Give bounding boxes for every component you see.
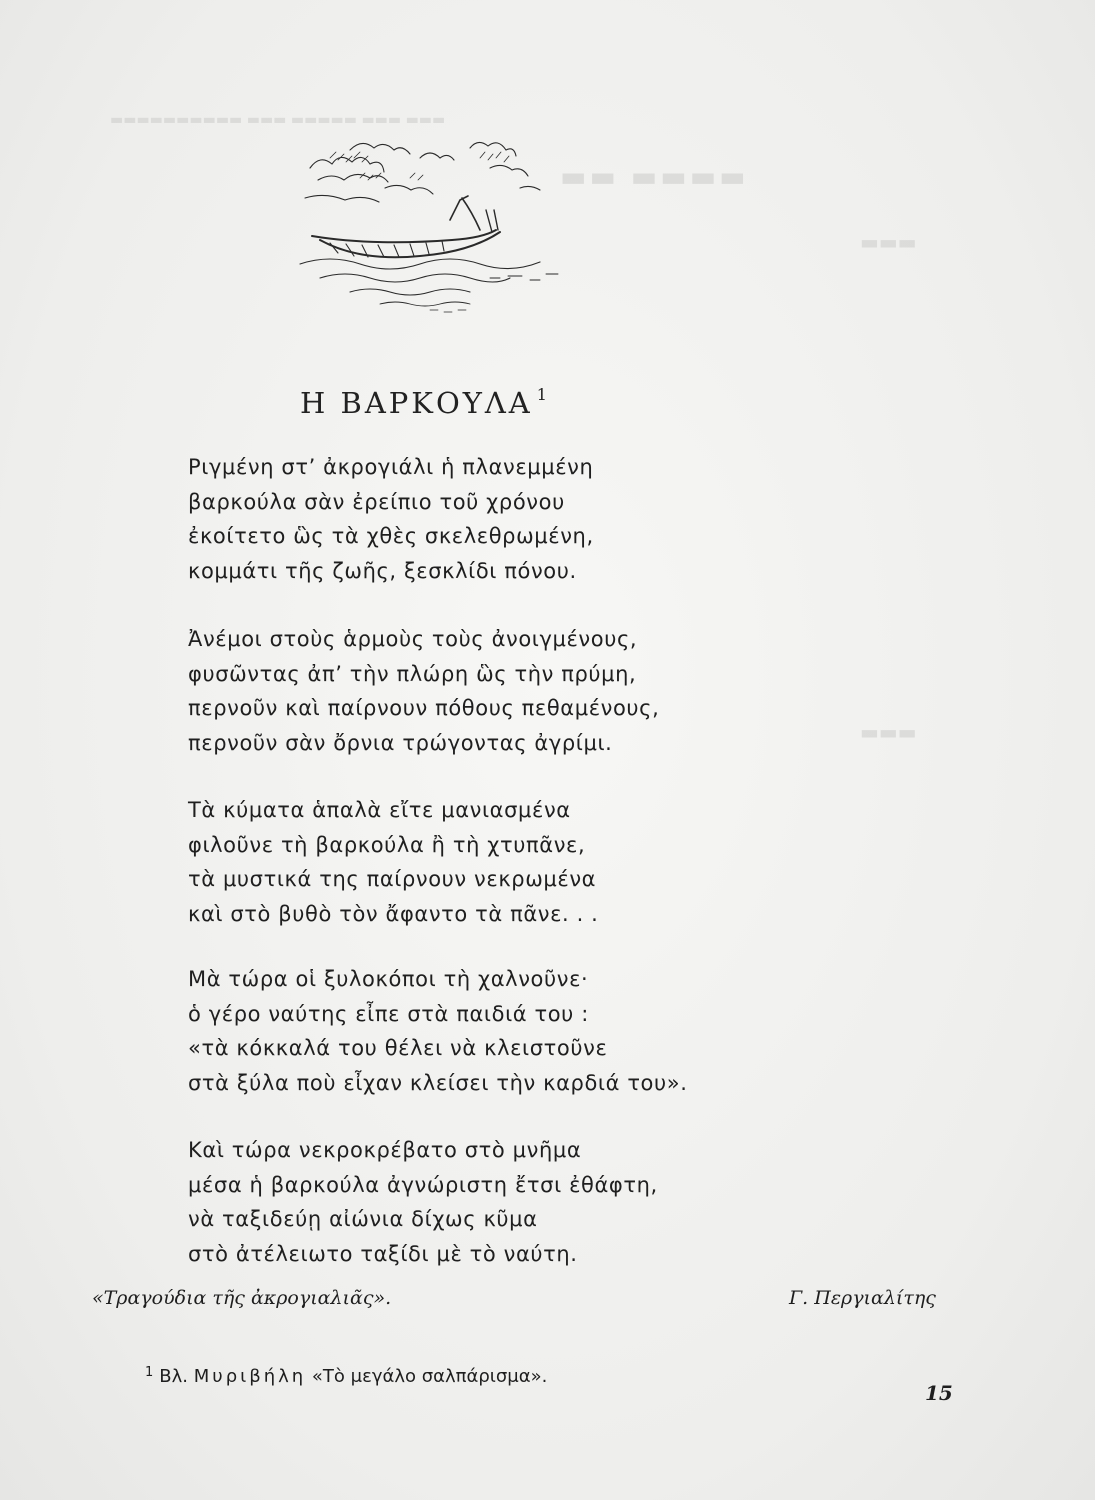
poem-author: Γ. Περγιαλίτης [789,1287,936,1309]
verse-line: Καὶ τώρα νεκροκρέβατο στὸ μνῆμα [188,1138,582,1162]
footnote-work-title: «Τὸ μεγάλο σαλπάρισμα». [311,1366,548,1387]
verse-line: βαρκούλα σὰν ἐρείπιο τοῦ χρόνου [188,489,565,514]
poem-source: «Τραγούδια τῆς ἀκρογιαλιᾶς». [92,1287,392,1309]
verse-line: φιλοῦνε τὴ βαρκούλα ἢ τὴ χτυπᾶνε, [188,832,586,857]
verse-line: καὶ στὸ βυθὸ τὸν ἄφαντο τὰ πᾶνε. . . [188,901,599,926]
footnote-marker: 1 [145,1365,154,1380]
stanza-3 [188,793,598,931]
stanza-5 [188,1133,658,1271]
page-number: 15 [925,1381,953,1405]
verse-line: Μὰ τώρα οἱ ξυλοκόποι τὴ χαλνοῦνε· [188,967,589,991]
boat-vignette-illustration [290,128,590,318]
verse-line: Ἀνέμοι στοὺς ἁρμοὺς τοὺς ἀνοιγμένους, [188,627,638,651]
verse-line: «τὰ κόκκαλά του θέλει νὰ κλειστοῦνε [188,1036,608,1060]
verse-line: περνοῦν καὶ παίρνουν πόθους πεθαμένους, [188,696,660,720]
verse-line: στὸ ἀτέλειωτο ταξίδι μὲ τὸ ναύτη. [188,1241,578,1266]
verse-line: νὰ ταξιδεύῃ αἰώνια δίχως κῦμα [188,1207,538,1231]
bleed-through-text: ▬▬▬▬▬▬▬▬▬▬ ▬▬▬ ▬▬▬▬▬ ▬▬▬ ▬▬▬ [110,112,446,128]
verse-line: στὰ ξύλα ποὺ εἶχαν κλείσει τὴν καρδιά του». [188,1070,688,1095]
verse-line: περνοῦν σὰν ὄρνια τρώγοντας ἀγρίμι. [188,730,613,755]
verse-line: ἐκοίτετο ὣς τὰ χθὲς σκελεθρωμένη, [188,524,594,548]
verse-line: φυσῶντας ἀπ’ τὴν πλώρη ὣς τὴν πρύμη, [188,661,637,686]
bleed-through-text: ▬▬▬ [860,720,917,744]
footnote-author-name: Μυριβήλη [193,1366,307,1387]
bleed-through-text: ▬▬ ▬▬▬▬ [560,160,749,193]
stanza-1 [188,450,594,588]
verse-line: ὁ γέρο ναύτης εἶπε στὰ παιδιά του : [188,1001,589,1026]
verse-line: Ριγμένη στ’ ἀκρογιάλι ἡ πλανεμμένη [188,455,594,479]
poem-title [300,385,547,420]
footnote-prefix: Βλ. [159,1366,189,1387]
verse-line: μέσα ἡ βαρκούλα ἀγνώριστη ἔτσι ἐθάφτη, [188,1172,658,1197]
stanza-2 [188,622,659,760]
bleed-through-text: ▬▬▬ [860,230,917,254]
poem-title-text: Η ΒΑΡΚΟΥΛΑ [300,386,533,420]
verse-line: τὰ μυστικά της παίρνουν νεκρωμένα [188,867,597,891]
stanza-4 [188,962,687,1100]
verse-line: κομμάτι τῆς ζωῆς, ξεσκλίδι πόνου. [188,558,577,583]
footnote [145,1365,547,1387]
title-footnote-marker: 1 [536,385,547,404]
verse-line: Τὰ κύματα ἁπαλὰ εἴτε μανιασμένα [188,798,571,822]
